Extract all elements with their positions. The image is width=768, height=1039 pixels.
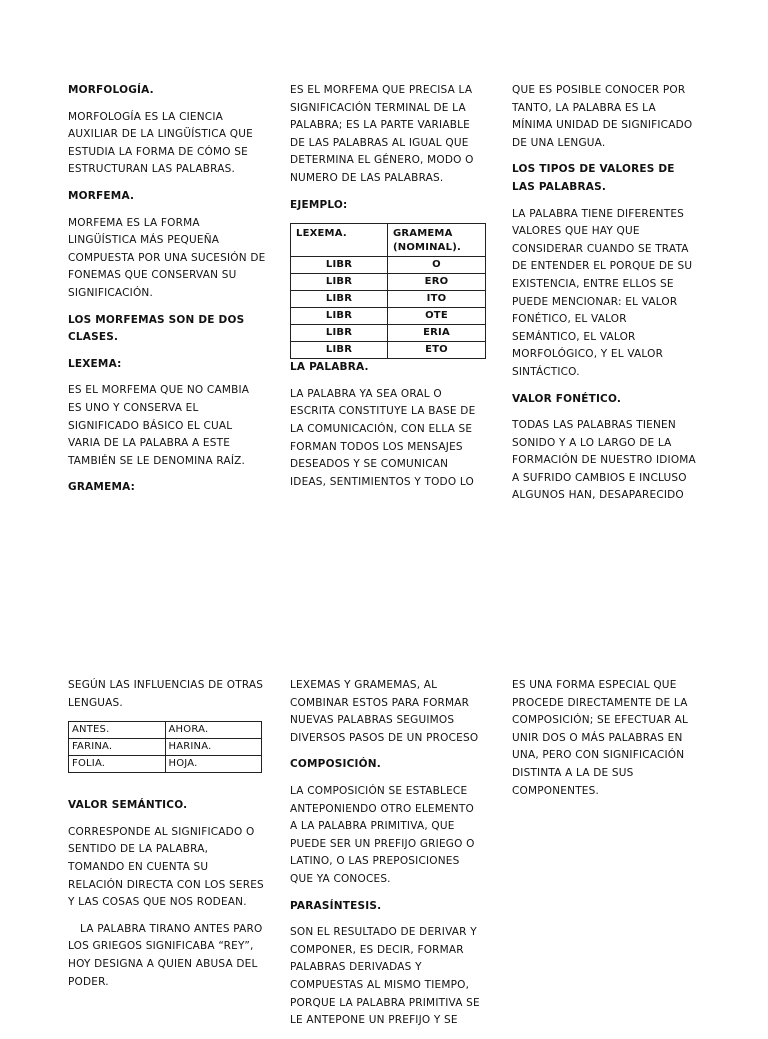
column-3 [512, 82, 698, 514]
table-cell: FARINA. [69, 739, 166, 756]
paragraph-composicion: LA COMPOSICIÓN SE ESTABLECE ANTEPONIENDO OTRO ELEMENTO A LA PALABRA PRIMITIVA, QUE PUEDE SER UN PREFIJO GRIEGO O LATINO, O LAS PREPOSICIONES QUE YA CONOCES. [290, 784, 475, 885]
lexema-gramema-table [290, 223, 486, 359]
paragraph-continuation: ES UNA FORMA ESPECIAL QUE PROCEDE DIRECTAMENTE DE LA COMPOSICIÓN; SE EFECTUAR AL UNIR DOS O MÁS PALABRAS EN UNA, PERO CON SIGNIFICACIÓN DISTINTA A LA DE SUS COMPONENTES. [512, 679, 689, 797]
paragraph-gramema: ES EL MORFEMA QUE PRECISA LA SIGNIFICACIÓN TERMINAL DE LA PALABRA; ES LA PARTE VARIABLE DE LAS PALABRAS AL IGUAL QUE DETERMINA EL GÉNERO, MODO O NUMERO DE LAS PALABRAS. [290, 84, 474, 184]
paragraph-tipos-valores: LA PALABRA TIENE DIFERENTES VALORES QUE HAY QUE CONSIDERAR CUANDO SE TRATA DE ENTENDER EL PORQUE DE SU EXISTENCIA, ENTRE ELLOS SE PUEDE MENCIONAR: EL VALOR FONÉTICO, EL VALOR SEMÁNTICO, EL VALOR MORFOLÓGICO, Y EL VALOR SINTÁCTICO. [512, 207, 693, 378]
heading-palabra: LA PALABRA. [290, 361, 369, 374]
table-cell: LIBR [291, 274, 388, 291]
table-row [291, 291, 486, 308]
paragraph-morfologia: MORFOLOGÍA ES LA CIENCIA AUXILIAR DE LA LINGÜÍSTICA QUE ESTUDIA LA FORMA DE CÓMO SE ESTRUCTURAN LAS PALABRAS. [68, 110, 253, 176]
table-cell: OTE [388, 308, 486, 325]
table-row [291, 325, 486, 342]
column-4 [68, 677, 266, 1000]
heading-gramema: GRAMEMA: [68, 481, 136, 494]
table-cell: LIBR [291, 308, 388, 325]
paragraph-continuation: QUE ES POSIBLE CONOCER POR TANTO, LA PALABRA ES LA MÍNIMA UNIDAD DE SIGNIFICADO DE UNA LENGUA. [512, 84, 693, 149]
table-row [291, 257, 486, 274]
table-row [291, 308, 486, 325]
table-cell: FOLIA. [69, 756, 166, 773]
column-1 [68, 82, 266, 506]
heading-valor-semantico: VALOR SEMÁNTICO. [68, 799, 188, 812]
table-cell: ERIA [388, 325, 486, 342]
column-6 [512, 677, 698, 809]
table-row [69, 722, 262, 739]
heading-composicion: COMPOSICIÓN. [290, 758, 381, 771]
paragraph-valor-fonetico: TODAS LAS PALABRAS TIENEN SONIDO Y A LO LARGO DE LA FORMACIÓN DE NUESTRO IDIOMA A SUFRIDO CAMBIOS E INCLUSO ALGUNOS HAN, DESAPARECIDO [512, 419, 696, 502]
antes-ahora-table [68, 721, 262, 773]
table-header-lexema: LEXEMA. [291, 224, 388, 257]
paragraph-influencias: SEGÚN LAS INFLUENCIAS DE OTRAS LENGUAS. [68, 679, 264, 709]
table-header-gramema: GRAMEMA (NOMINAL). [388, 224, 486, 257]
paragraph-valor-semantico: CORRESPONDE AL SIGNIFICADO O SENTIDO DE LA PALABRA, TOMANDO EN CUENTA SU RELACIÓN DIRECTA CON LOS SERES Y LAS COSAS QUE NOS RODEAN. [68, 825, 264, 909]
table-cell: AHORA. [165, 722, 262, 739]
paragraph-parasintesis: SON EL RESULTADO DE DERIVAR Y COMPONER, ES DECIR, FORMAR PALABRAS DERIVADAS Y COMPUESTAS AL MISMO TIEMPO, PORQUE LA PALABRA PRIMITIVA SE LE ANTEPONE UN PREFIJO Y SE [290, 926, 480, 1027]
table-cell: LIBR [291, 325, 388, 342]
table-cell: ETO [388, 342, 486, 359]
table-cell: O [388, 257, 486, 274]
table-cell: LIBR [291, 291, 388, 308]
table-cell: LIBR [291, 342, 388, 359]
heading-clases: LOS MORFEMAS SON DE DOS CLASES. [68, 313, 245, 344]
table-row [69, 739, 262, 756]
heading-morfema: MORFEMA. [68, 189, 135, 202]
column-2 [290, 82, 480, 500]
heading-lexema: LEXEMA: [68, 357, 122, 370]
heading-morfologia: MORFOLOGÍA. [68, 84, 154, 96]
paragraph-palabra: LA PALABRA YA SEA ORAL O ESCRITA CONSTITUYE LA BASE DE LA COMUNICACIÓN, CON ELLA SE FORMAN TODOS LOS MENSAJES DESEADOS Y SE COMUNICAN IDEAS, SENTIMIENTOS Y TODO LO [290, 387, 476, 488]
heading-tipos-valores: LOS TIPOS DE VALORES DE LAS PALABRAS. [512, 163, 675, 193]
table-cell: ANTES. [69, 722, 166, 739]
table-cell: HARINA. [165, 739, 262, 756]
heading-parasintesis: PARASÍNTESIS. [290, 899, 382, 912]
paragraph-morfema: MORFEMA ES LA FORMA LINGÜÍSTICA MÁS PEQUEÑA COMPUESTA POR UNA SUCESIÓN DE FONEMAS QUE CONSERVAN SU SIGNIFICACIÓN. [68, 216, 266, 299]
paragraph-tirano: LA PALABRA TIRANO ANTES PARO LOS GRIEGOS SIGNIFICABA “REY”, HOY DESIGNA A QUIEN ABUSA DEL PODER. [68, 922, 263, 988]
table-cell: ITO [388, 291, 486, 308]
table-cell: ERO [388, 274, 486, 291]
table-row [291, 274, 486, 291]
table-row [291, 342, 486, 359]
table-cell: LIBR [291, 257, 388, 274]
table-row [69, 756, 262, 773]
paragraph-lexema: ES EL MORFEMA QUE NO CAMBIA ES UNO Y CONSERVA EL SIGNIFICADO BÁSICO EL CUAL VARIA DE LA PALABRA A ESTE TAMBIÉN SE LE DENOMINA RAÍZ. [68, 384, 250, 467]
heading-ejemplo: EJEMPLO: [290, 198, 348, 211]
paragraph-continuation: LEXEMAS Y GRAMEMAS, AL COMBINAR ESTOS PARA FORMAR NUEVAS PALABRAS SEGUIMOS DIVERSOS PASOS DE UN PROCESO [290, 679, 479, 744]
column-5 [290, 677, 480, 1039]
table-cell: HOJA. [165, 756, 262, 773]
heading-valor-fonetico: VALOR FONÉTICO. [512, 392, 622, 405]
